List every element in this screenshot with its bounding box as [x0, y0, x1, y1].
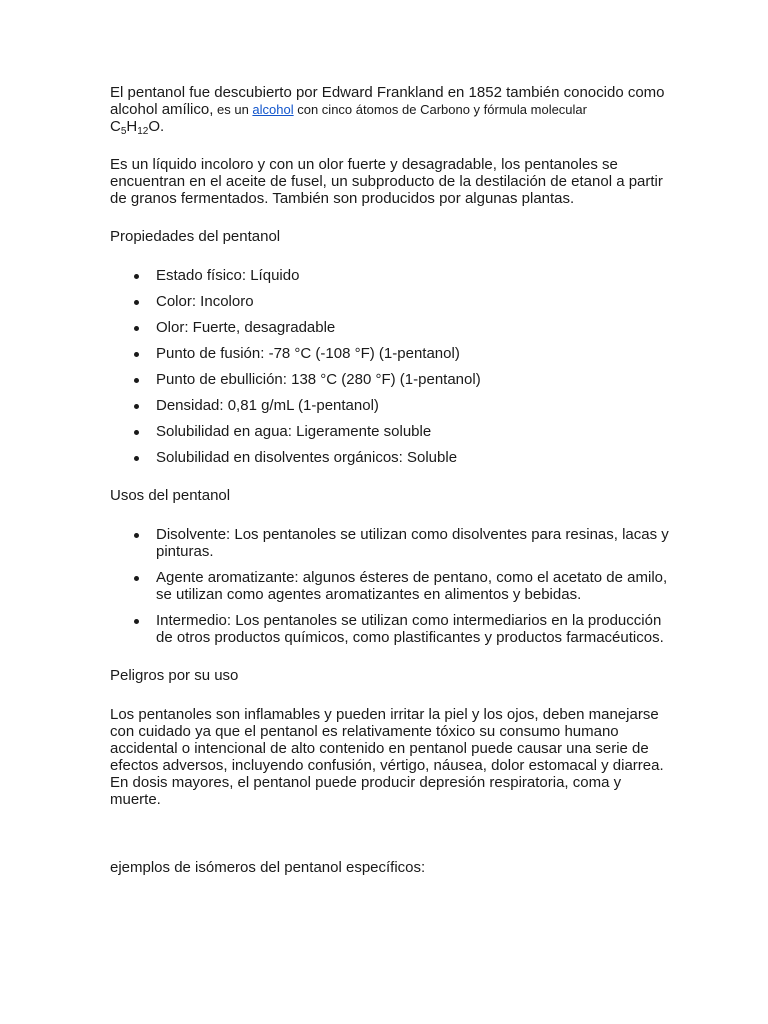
list-item: Estado físico: Líquido: [156, 267, 670, 284]
intro-text-small-2: con cinco átomos de Carbono y fórmula molecular: [293, 102, 587, 117]
intro-paragraph: [110, 84, 670, 135]
properties-heading: Propiedades del pentanol: [110, 228, 281, 245]
examples-heading: ejemplos de isómeros del pentanol específicos:: [110, 859, 426, 876]
formula-hydrogen-count: 12: [137, 126, 149, 137]
uses-heading: Usos del pentanol: [110, 487, 231, 504]
list-item: Disolvente: Los pentanoles se utilizan como disolventes para resinas, lacas y pinturas.: [156, 526, 669, 560]
list-item: Densidad: 0,81 g/mL (1-pentanol): [156, 397, 670, 414]
list-item: Punto de fusión: -78 °C (-108 °F) (1-pentanol): [156, 345, 670, 362]
list-item: Solubilidad en disolventes orgánicos: Soluble: [156, 449, 670, 466]
list-item: Intermedio: Los pentanoles se utilizan como intermediarios en la producción de otros productos químicos, como plastificantes y productos farmacéuticos.: [156, 612, 670, 646]
intro-text: El pentanol fue descubierto por Edward Frankland en 1852 también conocido como alcohol amílico,: [110, 84, 665, 118]
list-item: Agente aromatizante: algunos ésteres de pentano, como el acetato de amilo, se utilizan como agentes aromatizantes en alimentos y bebidas.: [156, 569, 670, 603]
alcohol-link[interactable]: alcohol: [252, 102, 294, 117]
molecular-formula: [110, 118, 164, 135]
list-item: Solubilidad en agua: Ligeramente soluble: [156, 423, 670, 440]
description-paragraph: Es un líquido incoloro y con un olor fuerte y desagradable, los pentanoles se encuentran en el aceite de fusel, un subproducto de la destilación de etanol a partir de granos fermentados. También son producidos por algunas plantas.: [110, 156, 663, 207]
document-body: [110, 84, 670, 876]
blank-space: [110, 808, 670, 859]
formula-carbon: C: [110, 118, 121, 135]
list-item: Olor: Fuerte, desagradable: [156, 319, 670, 336]
intro-text-small: es un: [213, 102, 253, 117]
formula-carbon-count: 5: [120, 126, 127, 137]
list-item: Color: Incoloro: [156, 293, 670, 310]
formula-hydrogen: H: [126, 118, 138, 135]
formula-oxygen: O.: [148, 118, 165, 135]
hazards-heading: Peligros por su uso: [110, 667, 239, 684]
uses-list: [110, 526, 670, 646]
hazards-paragraph: Los pentanoles son inflamables y pueden irritar la piel y los ojos, deben manejarse con cuidado ya que el pentanol es relativamente tóxico su consumo humano accidental o intencional de alto contenido en pentanol puede causar una serie de efectos adversos, incluyendo confusión, vértigo, náusea, dolor estomacal y diarrea. En dosis mayores, el pentanol puede producir depresión respiratoria, coma y muerte.: [110, 706, 664, 808]
list-item: Punto de ebullición: 138 °C (280 °F) (1-pentanol): [156, 371, 670, 388]
properties-list: [110, 267, 670, 466]
